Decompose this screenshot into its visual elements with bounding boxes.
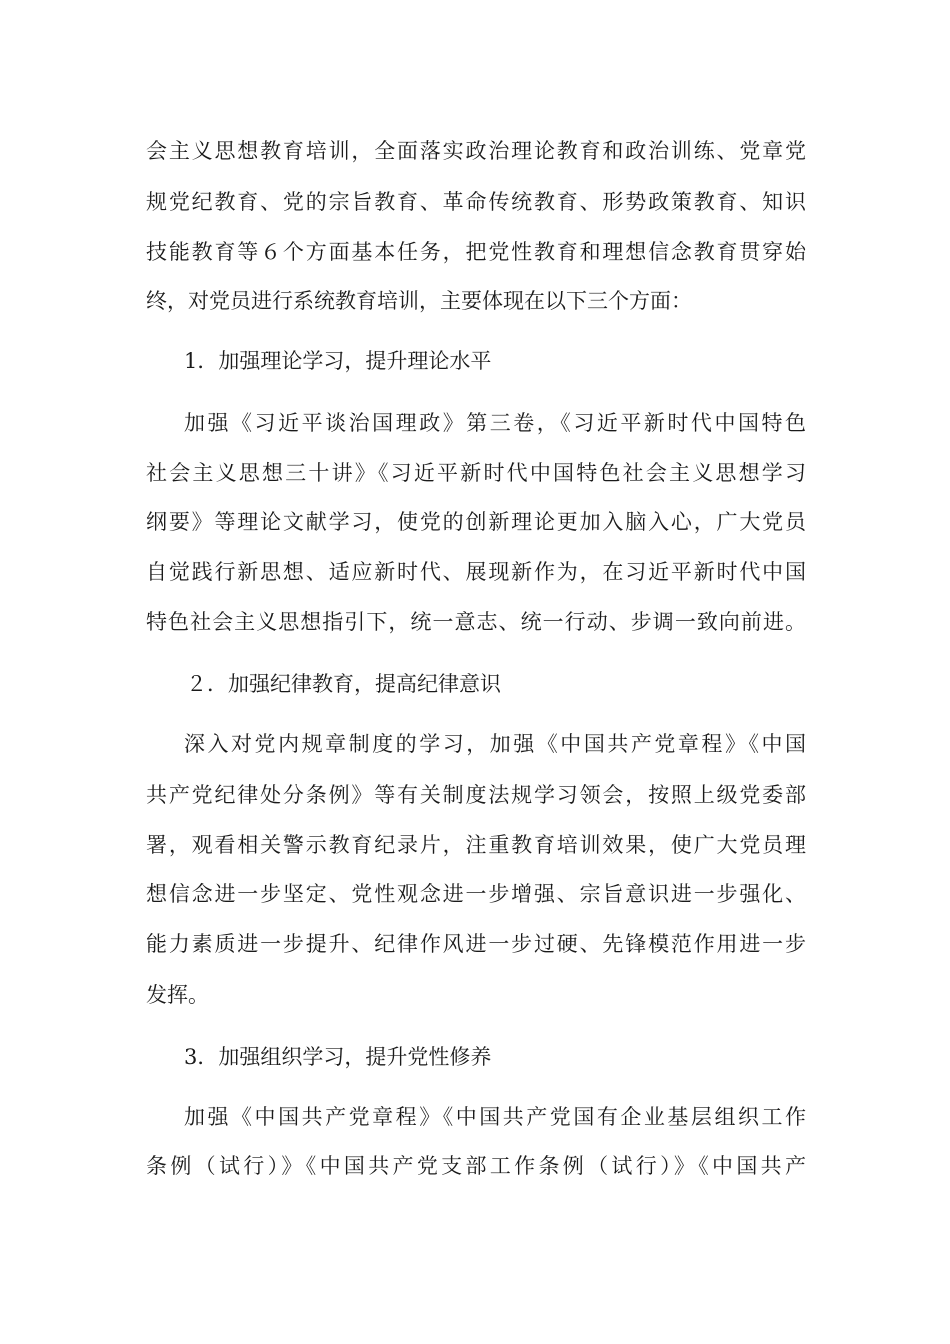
section-heading-2: ２．加强纪律教育，提高纪律意识 <box>186 672 501 696</box>
paragraph-line: 加强《中国共产党章程》《中国共产党国有企业基层组织工作 <box>184 1105 806 1129</box>
paragraph-line: 自觉践行新思想、适应新时代、展现新作为，在习近平新时代中国 <box>146 560 806 584</box>
paragraph-line: 纲要》等理论文献学习，使党的创新理论更加入脑入心，广大党员 <box>146 510 806 534</box>
paragraph-line: 加强《习近平谈治国理政》第三卷，《习近平新时代中国特色 <box>184 411 806 435</box>
paragraph-line: 署，观看相关警示教育纪录片，注重教育培训效果，使广大党员理 <box>146 833 806 857</box>
paragraph-line: 发挥。 <box>146 983 209 1007</box>
paragraph-line: 会主义思想教育培训，全面落实政治理论教育和政治训练、党章党 <box>146 139 806 163</box>
paragraph-line: 特色社会主义思想指引下，统一意志、统一行动、步调一致向前进。 <box>146 610 806 634</box>
paragraph-line: 条例（试行）》《中国共产党支部工作条例（试行）》《中国共产 <box>146 1154 806 1178</box>
paragraph-line: 深入对党内规章制度的学习，加强《中国共产党章程》《中国 <box>184 732 806 756</box>
paragraph-line: 技能教育等６个方面基本任务，把党性教育和理想信念教育贯穿始 <box>146 240 806 264</box>
section-heading-3: 3．加强组织学习，提升党性修养 <box>184 1045 492 1069</box>
paragraph-line: 规党纪教育、党的宗旨教育、革命传统教育、形势政策教育、知识 <box>146 190 806 214</box>
paragraph-line: 终，对党员进行系统教育培训，主要体现在以下三个方面： <box>146 289 692 313</box>
paragraph-line: 想信念进一步坚定、党性观念进一步增强、宗旨意识进一步强化、 <box>146 882 806 906</box>
paragraph-line: 社会主义思想三十讲》《习近平新时代中国特色社会主义思想学习 <box>146 461 806 485</box>
paragraph-line: 共产党纪律处分条例》等有关制度法规学习领会，按照上级党委部 <box>146 783 806 807</box>
paragraph-line: 能力素质进一步提升、纪律作风进一步过硬、先锋模范作用进一步 <box>146 932 806 956</box>
section-heading-1: 1．加强理论学习，提升理论水平 <box>184 349 492 373</box>
